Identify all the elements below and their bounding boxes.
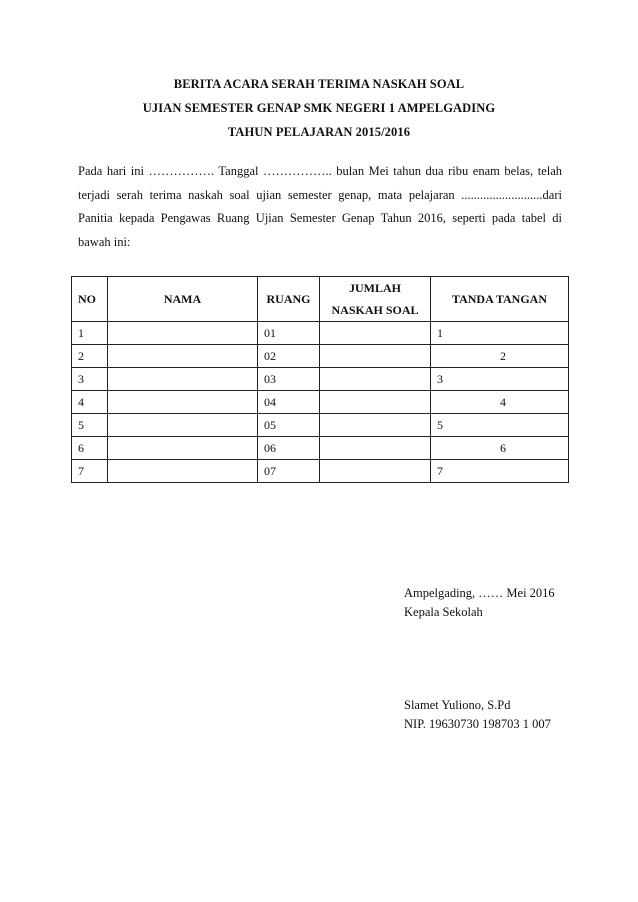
paragraph-line-1: Pada hari ini ……………. Tanggal …………….. bulan Mei tahun dua ribu enam belas, telah <box>78 164 562 178</box>
cell-no: 2 <box>72 345 108 368</box>
cell-no: 1 <box>72 322 108 345</box>
column-header-no: NO <box>72 277 108 322</box>
cell-ruang: 05 <box>258 414 320 437</box>
cell-ruang: 01 <box>258 322 320 345</box>
cell-ruang: 03 <box>258 368 320 391</box>
cell-no: 5 <box>72 414 108 437</box>
signer-nip: NIP. 19630730 198703 1 007 <box>404 717 551 731</box>
cell-ruang: 06 <box>258 437 320 460</box>
cell-signature: 2 <box>431 345 569 368</box>
cell-nama <box>108 322 258 345</box>
table-row <box>72 460 569 483</box>
column-header-jumlah-line1: JUMLAH <box>349 281 401 295</box>
cell-no: 7 <box>72 460 108 483</box>
cell-ruang: 02 <box>258 345 320 368</box>
cell-jumlah <box>320 391 431 414</box>
handover-table <box>71 276 569 483</box>
table-row <box>72 391 569 414</box>
paragraph-line-2: terjadi serah terima naskah soal ujian semester genap, mata pelajaran ..........................dari <box>78 187 562 202</box>
table-row <box>72 437 569 460</box>
cell-nama <box>108 437 258 460</box>
cell-ruang: 07 <box>258 460 320 483</box>
cell-nama <box>108 345 258 368</box>
column-header-ruang: RUANG <box>258 277 320 322</box>
signer-name: Slamet Yuliono, S.Pd <box>404 698 511 712</box>
cell-signature: 3 <box>431 368 569 391</box>
column-header-tanda-tangan: TANDA TANGAN <box>431 277 569 322</box>
header-title: BERITA ACARA SERAH TERIMA NASKAH SOAL <box>173 77 465 91</box>
cell-jumlah <box>320 322 431 345</box>
table-header-row <box>72 277 569 322</box>
cell-jumlah <box>320 460 431 483</box>
cell-nama <box>108 460 258 483</box>
cell-ruang: 04 <box>258 391 320 414</box>
cell-nama <box>108 414 258 437</box>
paragraph-line-4: bawah ini: <box>78 234 131 249</box>
column-header-nama: NAMA <box>108 277 258 322</box>
cell-signature: 4 <box>431 391 569 414</box>
cell-jumlah <box>320 345 431 368</box>
closing-block <box>404 584 555 622</box>
table-row <box>72 368 569 391</box>
header-school: UJIAN SEMESTER GENAP SMK NEGERI 1 AMPELGADING <box>142 101 496 115</box>
place-date: Ampelgading, …… Mei 2016 <box>404 586 555 600</box>
cell-jumlah <box>320 368 431 391</box>
header-academic-year: TAHUN PELAJARAN 2015/2016 <box>227 125 411 139</box>
cell-signature: 7 <box>431 460 569 483</box>
signer-position: Kepala Sekolah <box>404 605 483 619</box>
cell-signature: 1 <box>431 322 569 345</box>
signature-block <box>404 696 551 734</box>
cell-nama <box>108 391 258 414</box>
document-header <box>0 72 638 144</box>
cell-signature: 6 <box>431 437 569 460</box>
cell-signature: 5 <box>431 414 569 437</box>
cell-no: 6 <box>72 437 108 460</box>
cell-nama <box>108 368 258 391</box>
column-header-jumlah-line2: NASKAH SOAL <box>331 303 419 317</box>
table-row <box>72 345 569 368</box>
cell-no: 3 <box>72 368 108 391</box>
table-row <box>72 322 569 345</box>
opening-paragraph <box>78 160 562 254</box>
cell-jumlah <box>320 414 431 437</box>
table-row <box>72 414 569 437</box>
cell-jumlah <box>320 437 431 460</box>
cell-no: 4 <box>72 391 108 414</box>
paragraph-line-3: Panitia kepada Pengawas Ruang Ujian Semester Genap Tahun 2016, seperti pada tabel di <box>78 211 562 225</box>
column-header-jumlah <box>320 277 431 322</box>
